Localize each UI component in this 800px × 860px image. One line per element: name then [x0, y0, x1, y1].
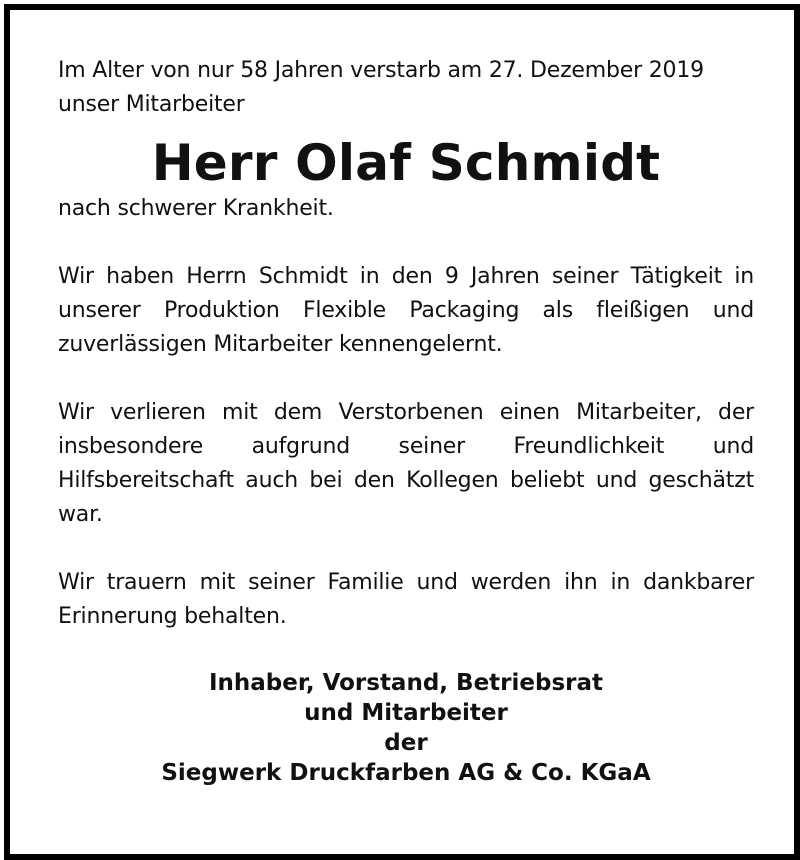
- paragraph-character: Wir verlieren mit dem Verstorbenen einen Mitarbeiter, der insbesondere aufgrund seiner Freundlichkeit und Hilfsbereitschaft auch bei den Kollegen beliebt und geschätzt war.: [58, 400, 754, 527]
- spacer: [58, 532, 754, 566]
- signature-line-3: der: [384, 730, 428, 756]
- paragraph-tenure: Wir haben Herrn Schmidt in den 9 Jahren seiner Tätigkeit in unserer Produktion Flexible Packaging als fleißigen und zuverlässigen Mitarbeiter kennengelernt.: [58, 264, 754, 357]
- spacer: [58, 362, 754, 396]
- signature-company: Siegwerk Druckfarben AG & Co. KGaA: [161, 760, 651, 786]
- deceased-name: Herr Olaf Schmidt: [151, 134, 661, 192]
- cause-of-death: nach schwerer Krankheit.: [58, 196, 334, 221]
- signature-line-1: Inhaber, Vorstand, Betriebsrat: [208, 670, 604, 696]
- intro-line-2: unser Mitarbeiter: [58, 92, 245, 117]
- signature-line-2: und Mitarbeiter: [304, 700, 508, 726]
- spacer: [58, 226, 754, 260]
- paragraph-mourning: Wir trauern mit seiner Familie und werden ihn in dankbarer Erinnerung behalten.: [58, 570, 754, 629]
- intro-line-1: Im Alter von nur 58 Jahren verstarb am 27. Dezember 2019: [58, 58, 704, 83]
- obituary-content: [58, 54, 754, 788]
- signature-block: [58, 668, 754, 788]
- obituary-notice-frame: [4, 4, 800, 860]
